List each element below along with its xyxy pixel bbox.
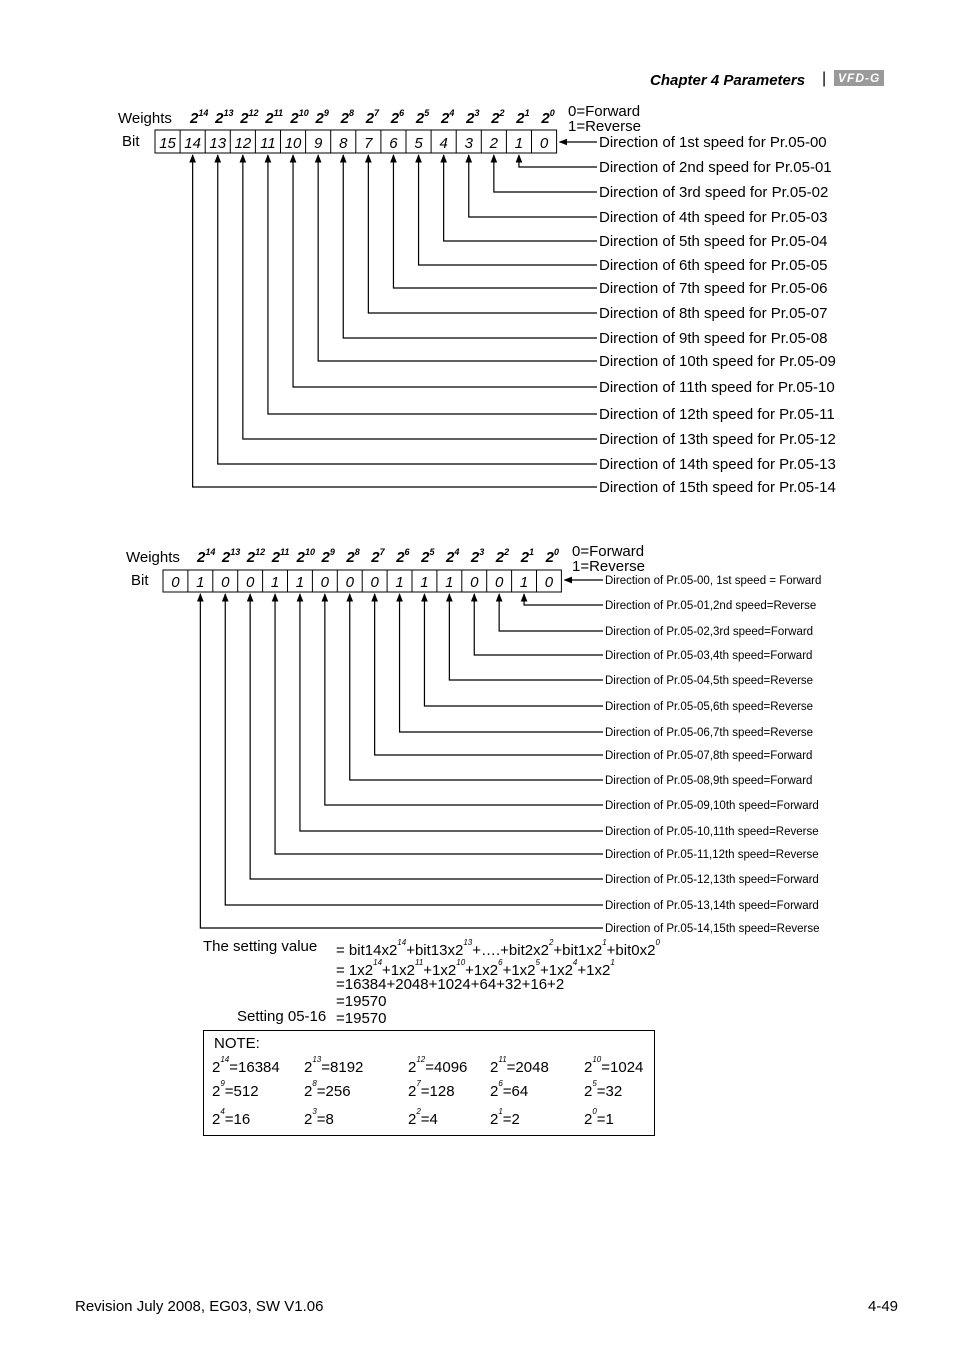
diagram1-bit-cell: 2	[489, 135, 499, 152]
diagram2-legend-forward: 0=Forward	[572, 543, 645, 560]
diagram2-direction-label: Direction of Pr.05-06,7th speed=Reverse	[605, 727, 814, 739]
diagram1-direction-label: Direction of 8th speed for Pr.05-07	[599, 305, 828, 322]
diagram2-bit-cell: 0	[171, 574, 180, 591]
note-value: =2	[502, 1111, 520, 1128]
note-value: =4	[420, 1111, 438, 1128]
diagram2-leader-line	[474, 594, 603, 655]
note-power-entry	[304, 1107, 334, 1128]
diagram1-direction-label: Direction of 5th speed for Pr.05-04	[599, 233, 828, 250]
note-value: =8	[316, 1111, 334, 1128]
note-power-entry	[212, 1055, 280, 1076]
diagram2-direction-label: Direction of Pr.05-07,8th speed=Forward	[605, 750, 813, 762]
diagram1-weights-label: Weights	[118, 110, 172, 127]
diagram2-direction-label: Direction of Pr.05-00, 1st speed = Forward	[605, 575, 822, 587]
note-base: 2	[408, 1083, 417, 1100]
calc-exponent: 4	[572, 958, 578, 967]
diagram2-leader-line	[375, 594, 603, 755]
calc-exponent: 14	[397, 938, 407, 947]
note-power-entry	[408, 1107, 438, 1128]
diagram2-weight: $2^{13}$	[221, 547, 241, 566]
diagram2-direction-label: Direction of Pr.05-05,6th speed=Reverse	[605, 701, 814, 713]
note-base: 2	[304, 1059, 313, 1076]
diagram2-direction-label: Direction of Pr.05-14,15th speed=Reverse	[605, 923, 820, 935]
diagram1-bit-cell: 11	[260, 135, 276, 152]
diagram1-weight: $2^0$	[541, 108, 555, 127]
diagram2-leader-line	[250, 594, 603, 879]
diagram2-bit-cell: 0	[221, 574, 230, 591]
diagram2-weight: $2^5$	[421, 547, 435, 566]
calc-exponent: 1	[610, 958, 615, 967]
diagram1-direction-label: Direction of 2nd speed for Pr.05-01	[599, 159, 832, 176]
calc-text: +bit0x2	[606, 942, 656, 959]
note-power-entry	[584, 1107, 614, 1128]
diagram2-direction-label: Direction of Pr.05-09,10th speed=Forward	[605, 800, 819, 812]
note-base: 2	[304, 1083, 313, 1100]
diagram1-bit-cell: 3	[464, 135, 473, 152]
calc-exponent: 11	[414, 958, 424, 967]
diagram2-weight: $2^7$	[371, 547, 385, 566]
diagram2-bit-label: Bit	[131, 572, 149, 589]
diagram1-bit-cell: 10	[284, 135, 302, 152]
diagram1-leader-line	[469, 155, 597, 217]
calc-text: +1x2	[577, 962, 611, 979]
diagram2-direction-label: Direction of Pr.05-11,12th speed=Reverse	[605, 849, 819, 861]
diagram1-leader-line	[368, 155, 597, 313]
diagram1-leader-line	[444, 155, 597, 241]
diagram1-weight: $2^6$	[390, 108, 405, 127]
diagram2-bit-cell: 0	[345, 574, 354, 591]
diagram2-bit-cell: 1	[295, 574, 305, 591]
note-exponent: 13	[312, 1055, 322, 1064]
header-separator: |	[822, 70, 827, 87]
diagram1-bit-cell: 4	[439, 135, 448, 152]
note-value: =32	[596, 1083, 623, 1100]
diagram2-leader-line	[325, 594, 603, 805]
note-value: =4096	[425, 1059, 468, 1076]
note-base: 2	[408, 1059, 417, 1076]
note-exponent: 8	[312, 1079, 317, 1088]
diagram2-weight: $2^0$	[545, 547, 559, 566]
calc-exponent: 1	[602, 938, 607, 947]
product-logo: VFD-G	[834, 70, 884, 86]
diagram1-weight: $2^{11}$	[265, 108, 283, 127]
note-base: 2	[212, 1111, 221, 1128]
note-exponent: 14	[220, 1055, 230, 1064]
diagram1-direction-label: Direction of 12th speed for Pr.05-11	[599, 406, 835, 423]
diagram2-weight: $2^{10}$	[296, 547, 315, 566]
note-base: 2	[490, 1059, 499, 1076]
diagram1-direction-label: Direction of 11th speed for Pr.05-10	[599, 379, 835, 396]
note-base: 2	[490, 1111, 499, 1128]
diagram1-direction-label: Direction of 9th speed for Pr.05-08	[599, 330, 828, 347]
diagram2-direction-label: Direction of Pr.05-01,2nd speed=Reverse	[605, 600, 817, 612]
note-base: 2	[584, 1083, 593, 1100]
note-base: 2	[304, 1111, 313, 1128]
note-power-entry	[408, 1079, 455, 1100]
calc-text: +1x2	[539, 962, 573, 979]
diagram1-bit-cell: 9	[313, 135, 323, 152]
diagram2-weight: $2^8$	[346, 547, 360, 566]
diagram1-weight: $2^8$	[340, 108, 354, 127]
diagram1-leader-line	[243, 155, 597, 439]
note-base: 2	[584, 1111, 593, 1128]
diagram1-leader-line	[193, 155, 597, 487]
diagram2-leader-line	[499, 594, 603, 631]
diagram1-leader-line	[419, 155, 597, 265]
diagram2-bit-cell: 0	[245, 574, 255, 591]
note-exponent: 1	[498, 1107, 503, 1116]
diagram2-bit-cell: 0	[370, 574, 379, 591]
note-exponent: 6	[498, 1079, 503, 1088]
note-power-entry	[490, 1107, 520, 1128]
diagram2-direction-label: Direction of Pr.05-12,13th speed=Forward	[605, 874, 819, 886]
note-power-entry	[490, 1055, 549, 1076]
calc-formula-line	[336, 938, 660, 959]
diagram2-bit-cell: 1	[519, 574, 529, 591]
diagram2-leader-line	[424, 594, 603, 706]
diagram1-weight: $2^1$	[516, 108, 530, 127]
diagram1-direction-label: Direction of 6th speed for Pr.05-05	[599, 257, 828, 274]
diagram2-direction-label: Direction of Pr.05-02,3rd speed=Forward	[605, 626, 814, 638]
diagram1-direction-label: Direction of 7th speed for Pr.05-06	[599, 280, 828, 297]
note-base: 2	[408, 1111, 417, 1128]
calc-text: +….+bit2x2	[472, 942, 549, 959]
diagram1-bit-cell: 14	[184, 135, 201, 152]
diagram2-bit-cell: 1	[196, 574, 205, 591]
note-value: =8192	[321, 1059, 364, 1076]
diagram2-leader-line	[300, 594, 603, 831]
diagram1-weight: $2^{14}$	[190, 108, 209, 127]
calc-sum-line: =16384+2048+1024+64+32+16+2	[336, 976, 565, 993]
note-power-entry	[584, 1055, 643, 1076]
note-exponent: 9	[220, 1079, 225, 1088]
note-exponent: 0	[592, 1107, 597, 1116]
note-exponent: 5	[592, 1079, 597, 1088]
diagram1-weight: $2^9$	[315, 108, 329, 127]
note-power-entry	[212, 1079, 259, 1100]
diagram1-bit-cell: 5	[414, 135, 423, 152]
page-number: 4-49	[868, 1298, 899, 1315]
diagram2-leader-line	[350, 594, 603, 780]
diagram1-direction-label: Direction of 1st speed for Pr.05-00	[599, 134, 827, 151]
diagram2-weight: $2^{14}$	[197, 547, 216, 566]
diagram2-leader-line	[275, 594, 603, 854]
note-exponent: 3	[312, 1107, 317, 1116]
note-value: =512	[224, 1083, 259, 1100]
diagram1-weight: $2^4$	[441, 108, 455, 127]
diagram2-direction-label: Direction of Pr.05-04,5th speed=Reverse	[605, 675, 814, 687]
diagram2-weight: $2^4$	[446, 547, 460, 566]
diagram1-direction-label: Direction of 10th speed for Pr.05-09	[599, 353, 836, 370]
calc-text: +1x2	[382, 962, 415, 979]
diagram1-bit-cell: 0	[539, 135, 549, 152]
note-base: 2	[212, 1059, 221, 1076]
note-value: =1	[596, 1111, 614, 1128]
diagram1-bit-cell: 7	[364, 135, 373, 152]
diagram2-weight: $2^9$	[321, 547, 335, 566]
note-value: =128	[420, 1083, 455, 1100]
diagram1-weight: $2^2$	[491, 108, 505, 127]
diagram2-leader-line	[400, 594, 603, 732]
diagram2-legend-reverse: 1=Reverse	[572, 558, 645, 575]
note-exponent: 12	[416, 1055, 426, 1064]
revision-info: Revision July 2008, EG03, SW V1.06	[75, 1298, 324, 1315]
calc-result-line: =19570	[336, 993, 387, 1010]
diagram1-direction-label: Direction of 15th speed for Pr.05-14	[599, 479, 836, 496]
diagram2-weight: $2^{11}$	[271, 547, 290, 566]
diagram2-bit-cell: 1	[445, 574, 454, 591]
calc-text: = 1x2	[336, 962, 374, 979]
diagram2-leader-line	[200, 594, 603, 928]
diagram1-leader-line	[519, 155, 597, 167]
note-exponent: 7	[416, 1079, 421, 1088]
diagram2-bit-cell: 1	[420, 574, 429, 591]
diagram2-weight: $2^3$	[470, 547, 485, 566]
calc-exponent: 10	[456, 958, 466, 967]
note-value: =1024	[601, 1059, 644, 1076]
diagram2-leader-line	[524, 594, 603, 605]
note-base: 2	[490, 1083, 499, 1100]
note-exponent: 10	[592, 1055, 602, 1064]
diagram2-bit-cell: 0	[320, 574, 330, 591]
calc-text: +1x2	[423, 962, 457, 979]
diagram2-weight: $2^2$	[495, 547, 510, 566]
note-power-entry	[304, 1079, 351, 1100]
diagram2-weight: $2^{12}$	[246, 547, 266, 566]
note-value: =64	[502, 1083, 529, 1100]
chapter-title: Chapter 4 Parameters	[650, 72, 806, 89]
calc-exponent: 0	[655, 938, 660, 947]
diagram1-leader-line	[393, 155, 597, 288]
diagram2-weight: $2^1$	[520, 547, 535, 566]
diagram1-legend-forward: 0=Forward	[568, 103, 641, 120]
note-exponent: 4	[220, 1107, 225, 1116]
diagram1-bit-cell: 13	[209, 135, 227, 152]
calc-text: +bit1x2	[553, 942, 603, 959]
diagram2-bit-cell: 1	[270, 574, 280, 591]
diagram1-bit-cell: 15	[159, 135, 176, 152]
diagram1-leader-line	[218, 155, 597, 464]
diagram1-leader-line	[293, 155, 597, 387]
calc-exponent: 14	[373, 958, 383, 967]
diagram2-bit-cell: 0	[494, 574, 504, 591]
calc-text: +1x2	[502, 962, 536, 979]
diagram1-leader-line	[343, 155, 597, 338]
note-box	[203, 1030, 655, 1136]
diagram2-direction-label: Direction of Pr.05-10,11th speed=Reverse	[605, 826, 819, 838]
diagram2-direction-label: Direction of Pr.05-03,4th speed=Forward	[605, 650, 813, 662]
diagram2-weight: $2^6$	[396, 547, 410, 566]
diagram1-bit-label: Bit	[122, 133, 140, 150]
note-exponent: 2	[416, 1107, 421, 1116]
diagram1-weight: $2^7$	[365, 108, 380, 127]
note-value: =16384	[229, 1059, 280, 1076]
calc-text: = bit14x2	[336, 942, 398, 959]
diagram1-direction-label: Direction of 13th speed for Pr.05-12	[599, 431, 836, 448]
diagram1-leader-line	[494, 155, 597, 192]
diagram1-weight: $2^{13}$	[215, 108, 234, 127]
note-value: =2048	[506, 1059, 549, 1076]
diagram2-bit-cell: 1	[395, 574, 404, 591]
note-title: NOTE:	[214, 1035, 260, 1052]
diagram1-bit-cell: 8	[339, 135, 348, 152]
diagram1-direction-label: Direction of 4th speed for Pr.05-03	[599, 209, 828, 226]
note-base: 2	[212, 1083, 221, 1100]
note-power-entry	[304, 1055, 363, 1076]
diagram1-bit-cell: 12	[234, 135, 252, 152]
diagram1-leader-line	[268, 155, 597, 414]
calc-exponent: 13	[463, 938, 473, 947]
calc-exponent: 5	[535, 958, 540, 967]
note-power-entry	[584, 1079, 622, 1100]
note-exponent: 11	[498, 1055, 507, 1064]
calc-text: +bit13x2	[406, 942, 464, 959]
setting-05-16-value: =19570	[336, 1010, 387, 1027]
setting-value-label: The setting value	[203, 938, 318, 955]
diagram1-direction-label: Direction of 14th speed for Pr.05-13	[599, 456, 836, 473]
note-power-entry	[490, 1079, 528, 1100]
diagram2-weights-label: Weights	[126, 549, 180, 566]
setting-05-16-label: Setting 05-16	[237, 1008, 327, 1025]
diagram1-direction-label: Direction of 3rd speed for Pr.05-02	[599, 184, 829, 201]
note-power-entry	[408, 1055, 467, 1076]
diagram1-weight: $2^{12}$	[240, 108, 259, 127]
diagram1-bit-cell: 6	[389, 135, 398, 152]
note-value: =256	[316, 1083, 351, 1100]
diagram1-bit-cell: 1	[514, 135, 524, 152]
diagram1-leader-line	[318, 155, 597, 361]
diagram2-direction-label: Direction of Pr.05-08,9th speed=Forward	[605, 775, 813, 787]
diagram1-legend-reverse: 1=Reverse	[568, 118, 641, 135]
diagram2-bit-cell: 0	[470, 574, 479, 591]
diagram2-leader-line	[449, 594, 603, 680]
diagram1-weight: $2^{10}$	[290, 108, 309, 127]
note-power-entry	[212, 1107, 250, 1128]
calc-exponent: 6	[498, 958, 503, 967]
calc-text: +1x2	[465, 962, 499, 979]
note-value: =16	[224, 1111, 251, 1128]
diagram2-direction-label: Direction of Pr.05-13,14th speed=Forward	[605, 900, 819, 912]
calc-exponent: 2	[548, 938, 554, 947]
note-base: 2	[584, 1059, 593, 1076]
diagram2-bit-cell: 0	[544, 574, 554, 591]
diagram1-weight: $2^5$	[415, 108, 430, 127]
diagram2-leader-line	[225, 594, 603, 905]
diagram1-weight: $2^3$	[466, 108, 480, 127]
